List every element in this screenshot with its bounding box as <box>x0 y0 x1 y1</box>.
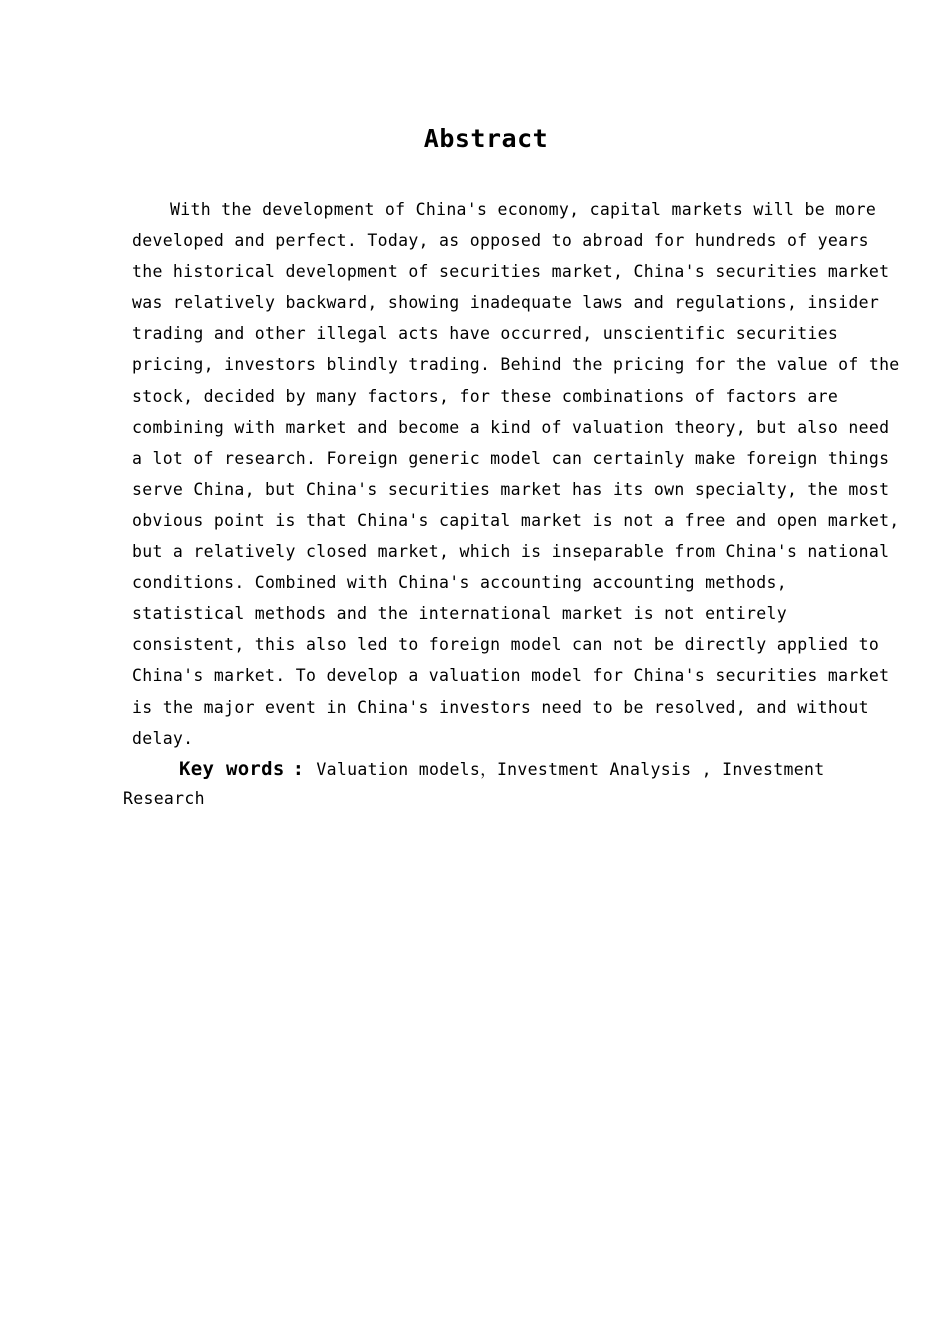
abstract-line: is the major event in China's investors need to be resolved, and without <box>132 697 869 717</box>
abstract-line: consistent, this also led to foreign model can not be directly applied to <box>132 635 880 655</box>
abstract-line: stock, decided by many factors, for these combinations of factors are <box>132 386 839 406</box>
abstract-line: delay. <box>132 728 194 748</box>
abstract-body <box>132 194 900 754</box>
keywords-section <box>123 754 853 814</box>
abstract-line: obvious point is that China's capital market is not a free and open market, <box>132 510 900 530</box>
abstract-title: Abstract <box>423 124 549 153</box>
abstract-line: developed and perfect. Today, as opposed to abroad for hundreds of years <box>132 231 869 251</box>
keywords-line <box>123 754 853 784</box>
keywords-label: Key words <box>179 758 285 780</box>
abstract-line: the historical development of securities market, China's securities market <box>132 262 890 282</box>
abstract-line: combining with market and become a kind of valuation theory, but also need <box>132 417 890 437</box>
abstract-line: but a relatively closed market, which is inseparable from China's national <box>132 542 890 562</box>
abstract-line: conditions. Combined with China's accounting accounting methods, <box>132 573 787 593</box>
keywords-continuation: Research <box>123 789 205 808</box>
abstract-line: serve China, but China's securities market has its own specialty, the most <box>132 479 890 499</box>
abstract-line: trading and other illegal acts have occurred, unscientific securities <box>132 324 839 344</box>
abstract-line: China's market. To develop a valuation model for China's securities market <box>132 666 890 686</box>
abstract-line: With the development of China's economy, capital markets will be more <box>170 200 877 219</box>
abstract-line: a lot of research. Foreign generic model can certainly make foreign things <box>132 448 890 468</box>
keywords-separator: : <box>292 758 305 780</box>
abstract-line: statistical methods and the international market is not entirely <box>132 604 787 624</box>
keywords-text: Valuation models，Investment Analysis , Investment <box>316 760 825 779</box>
abstract-line: was relatively backward, showing inadequate laws and regulations, insider <box>132 293 880 313</box>
abstract-line: pricing, investors blindly trading. Behind the pricing for the value of the <box>132 355 900 375</box>
